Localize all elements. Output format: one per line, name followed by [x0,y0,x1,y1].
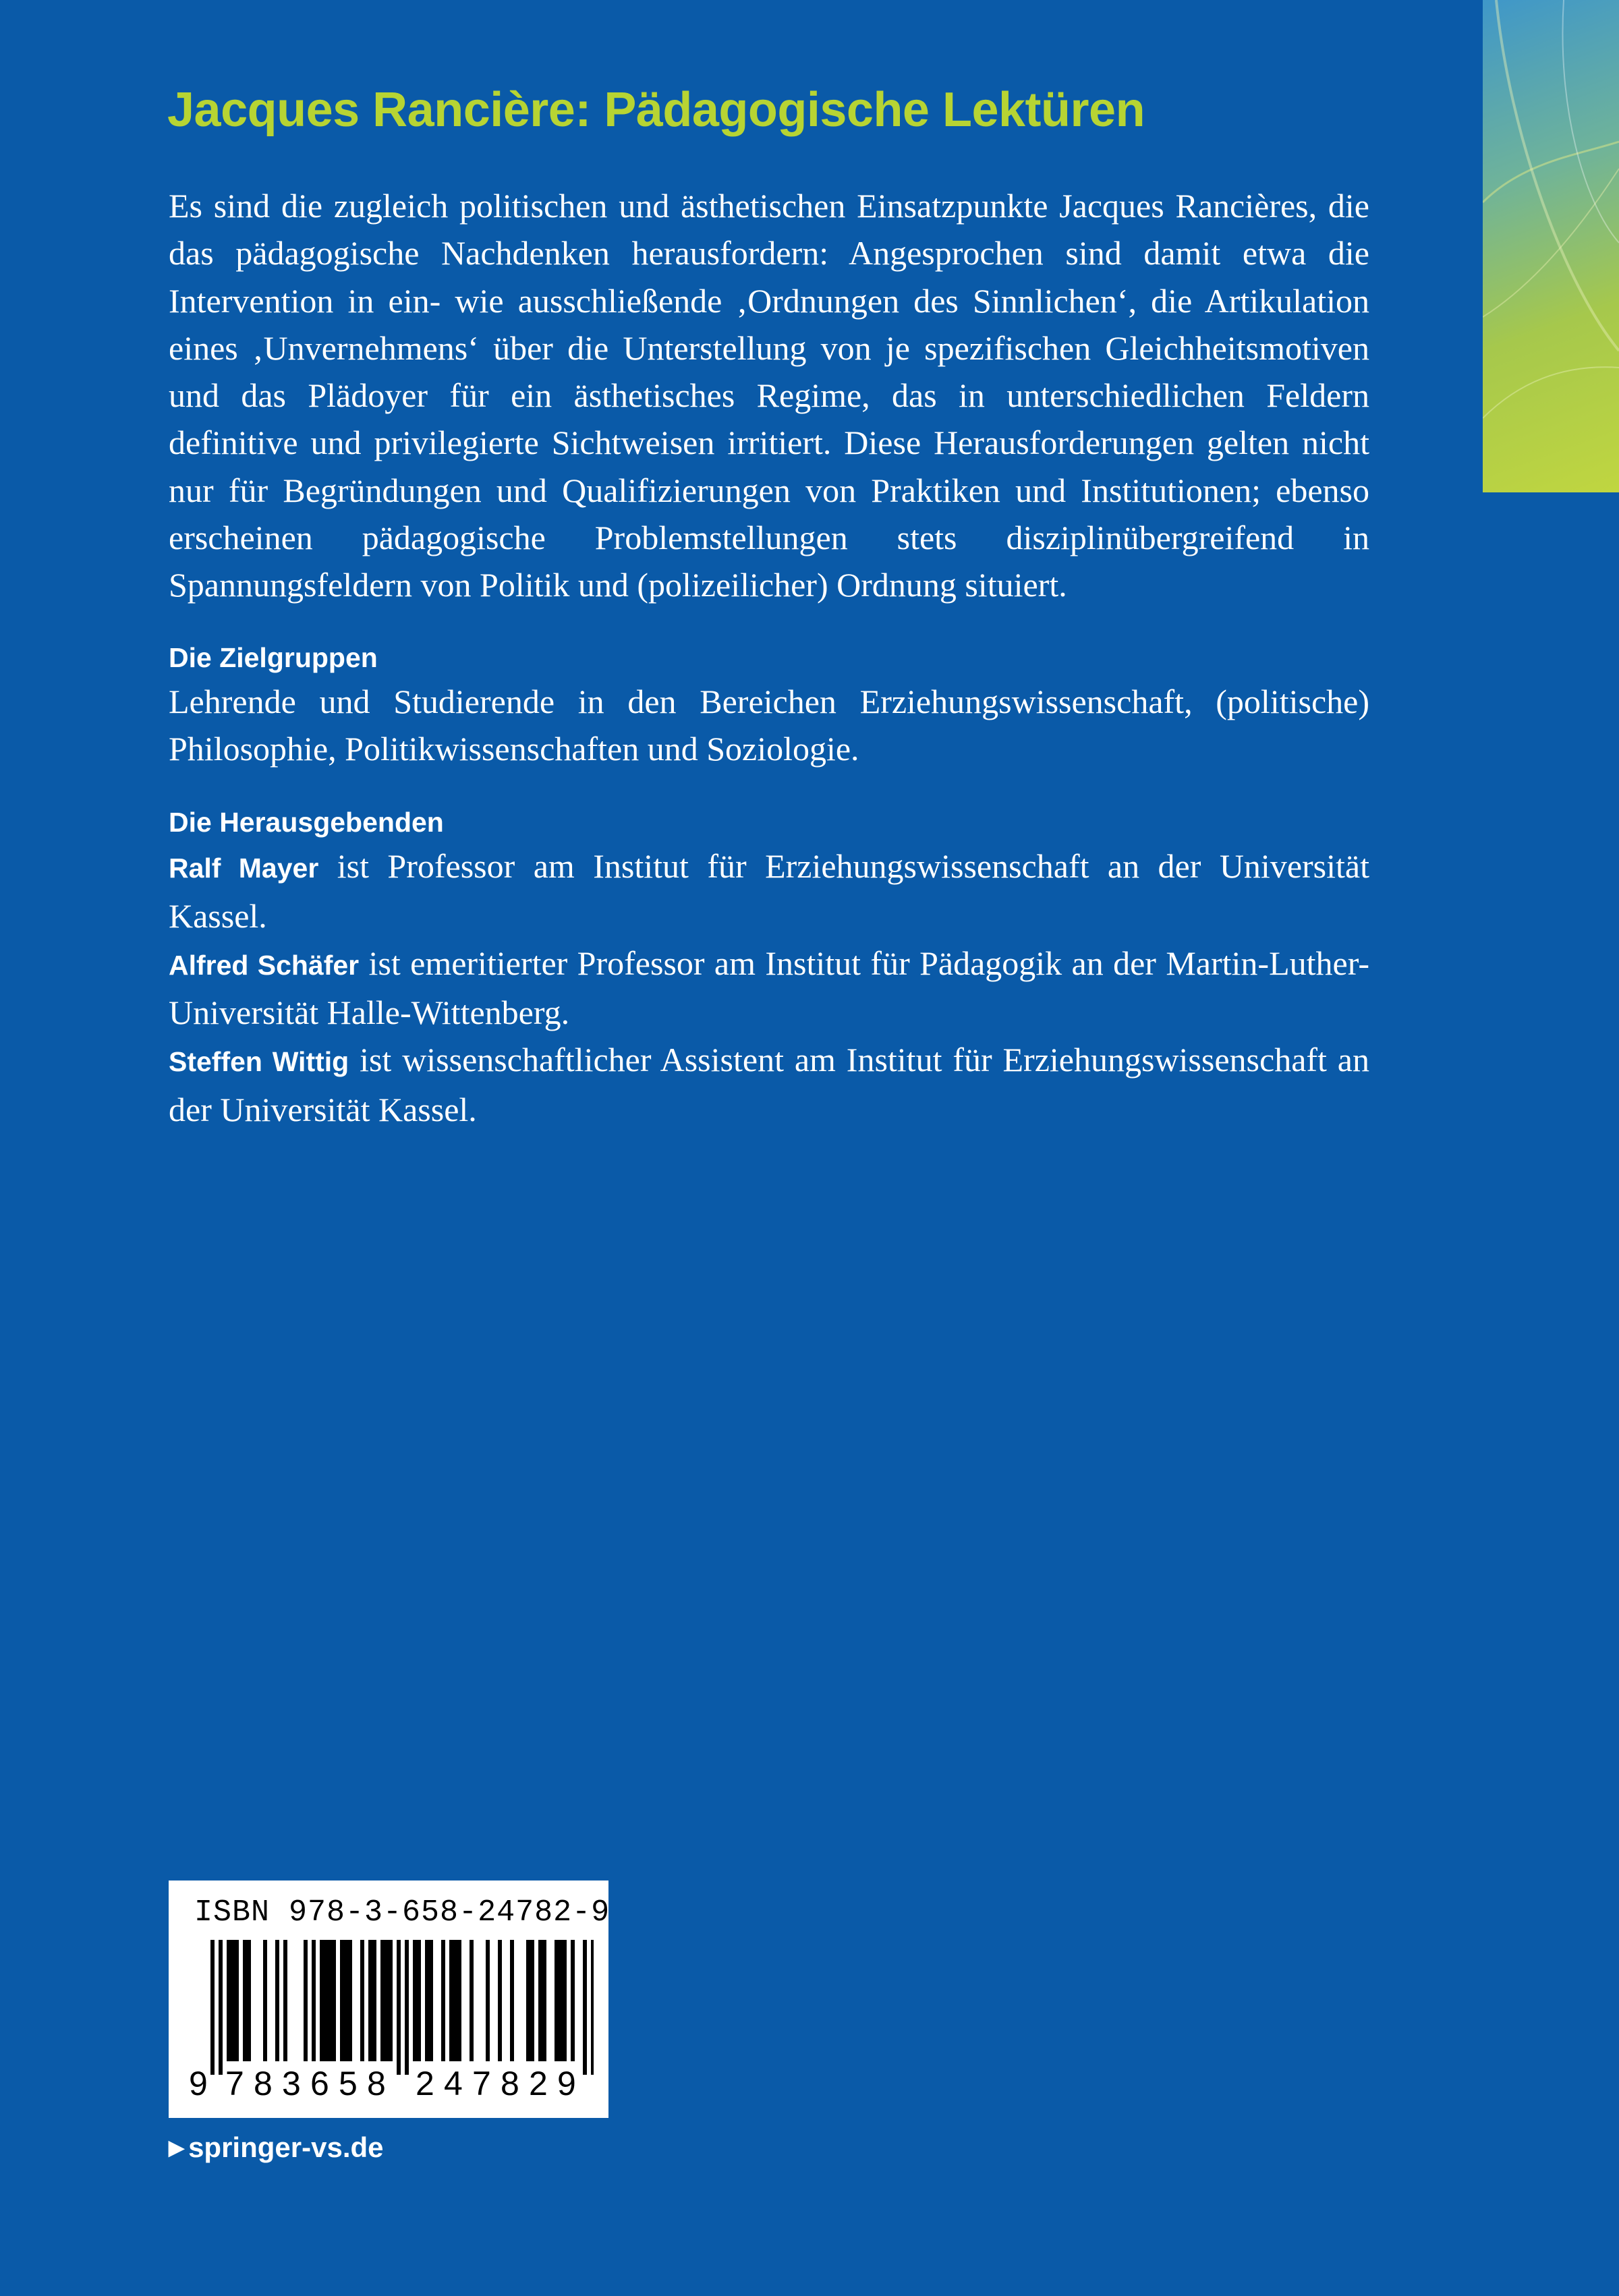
barcode-bar [344,1940,348,2061]
barcode-digit: 8 [254,2065,273,2102]
isbn-number: ISBN 978-3-658-24782-9 [194,1895,610,1930]
barcode-bar [457,1940,461,2061]
barcode-bar [425,1940,429,2061]
description-paragraph: Es sind die zugleich politischen und ästhetischen Einsatzpunkte Jacques Rancières, die das pädagogische Nachdenken herausfordern: Angesprochen sind damit etwa die Intervention in ein- wie ausschließende ‚Ordnungen des Sinnlichen‘, die Artikulation eines ‚Unvernehmens‘ über die Unterstellung von je spezifischen Gleichheitsmotiven und das Plädoyer für ein ästhetisches Regime, das in unterschiedlichen Feldern definitive und privilegierte Sichtweisen irritiert. Diese Herausforderungen gelten nicht nur für Begründungen und Qualifizierungen von Praktiken und Institutionen; ebenso erscheinen pädagogische Problemstellungen stets disziplinübergreifend in Spannungsfeldern von Politik und (polizeilicher) Ordnung situiert. [169,187,1369,604]
barcode-bar [498,1940,502,2061]
barcode-bar [417,1940,421,2061]
target-group-text: Lehrende und Studierende in den Bereichen Erziehungswissenschaft, (politische) Philosophie, Politikwissenschaften und Soziologie. [169,682,1369,768]
barcode-bar [571,1940,575,2061]
barcode-bar [324,1940,328,2061]
barcode-digit: 8 [501,2065,519,2102]
barcode-bar [275,1940,279,2061]
barcode-bar [538,1940,542,2061]
barcode-digit: 5 [339,2065,358,2102]
barcode-bar [530,1940,534,2061]
editors-heading: Die Herausgebenden [169,807,444,838]
barcode-bar [219,1940,223,2075]
barcode-bar [332,1940,336,2061]
barcode-bar [453,1940,457,2061]
publisher-url: springer-vs.de [188,2131,384,2163]
barcode-bar [210,1940,215,2075]
editor-description: ist emeritierter Professor am Institut für Pädagogik an der Martin-Luther-Universität Halle-Wittenberg. [169,944,1369,1032]
barcode-bar [231,1940,235,2061]
barcode-bar [348,1940,352,2061]
barcode-digit: 4 [444,2065,463,2102]
barcode-bar [405,1940,409,2075]
barcode-bar [413,1940,417,2061]
barcode-digit: 7 [472,2065,491,2102]
barcode-bar [429,1940,433,2061]
barcode-bar [312,1940,316,2061]
triangle-right-icon: ▶ [169,2137,185,2159]
barcode-digit: 9 [189,2065,208,2102]
barcode-bar [389,1940,393,2061]
editor-bio [169,1036,1369,1133]
editor-bio [169,842,1369,940]
barcode-bar [470,1940,474,2061]
barcode-digit: 2 [529,2065,548,2102]
editor-name: Ralf Mayer [169,853,319,884]
barcode-bar [227,1940,231,2061]
barcode-bar [526,1940,530,2061]
barcode-bar [385,1940,389,2061]
barcode-bar [397,1940,401,2075]
barcode-bar [320,1940,324,2061]
barcode-digits [189,2064,594,2104]
editor-description: ist wissenschaftlicher Assistent am Institut für Erziehungswissenschaft an der Universität Kassel. [169,1041,1369,1128]
barcode-bar [449,1940,453,2061]
barcode-bar [583,1940,587,2075]
barcode-bar [563,1940,567,2061]
barcode-bar [283,1940,287,2061]
cover-decoration [1483,0,1619,492]
back-cover-text [169,182,1369,1133]
barcode-bars [189,1940,594,2075]
barcode-bar [510,1940,514,2061]
barcode-label [169,1881,608,2118]
book-title: Jacques Rancière: Pädagogische Lektüren [167,83,1145,137]
publisher-link[interactable] [169,2131,384,2164]
barcode-bar [555,1940,559,2061]
barcode-bar [542,1940,546,2061]
barcode-bar [328,1940,332,2061]
barcode-bar [247,1940,251,2061]
barcode-bar [263,1940,267,2061]
barcode-digit: 6 [310,2065,329,2102]
editor-name: Alfred Schäfer [169,949,360,981]
barcode-bar [486,1940,490,2061]
barcode-bar [243,1940,247,2061]
barcode-bar [340,1940,344,2061]
barcode-bar [360,1940,364,2061]
target-group-section [169,637,1369,773]
barcode-bar [559,1940,563,2061]
editor-name: Steffen Wittig [169,1046,349,1078]
barcode-bar [368,1940,372,2061]
editors-section [169,802,1369,1133]
barcode-bar [304,1940,308,2061]
barcode-digit: 8 [367,2065,386,2102]
barcode-digit: 7 [225,2065,244,2102]
barcode-bar [235,1940,239,2061]
barcode-bar [591,1940,594,2075]
barcode-digit: 3 [282,2065,301,2102]
barcode-digit: 9 [557,2065,576,2102]
editor-bio [169,940,1369,1037]
barcode-bar [380,1940,385,2061]
barcode-bar [372,1940,376,2061]
target-group-heading: Die Zielgruppen [169,641,378,673]
editor-description: ist Professor am Institut für Erziehungswissenschaft an der Universität Kassel. [169,847,1369,935]
barcode-digit: 2 [416,2065,434,2102]
barcode-bar [441,1940,445,2061]
